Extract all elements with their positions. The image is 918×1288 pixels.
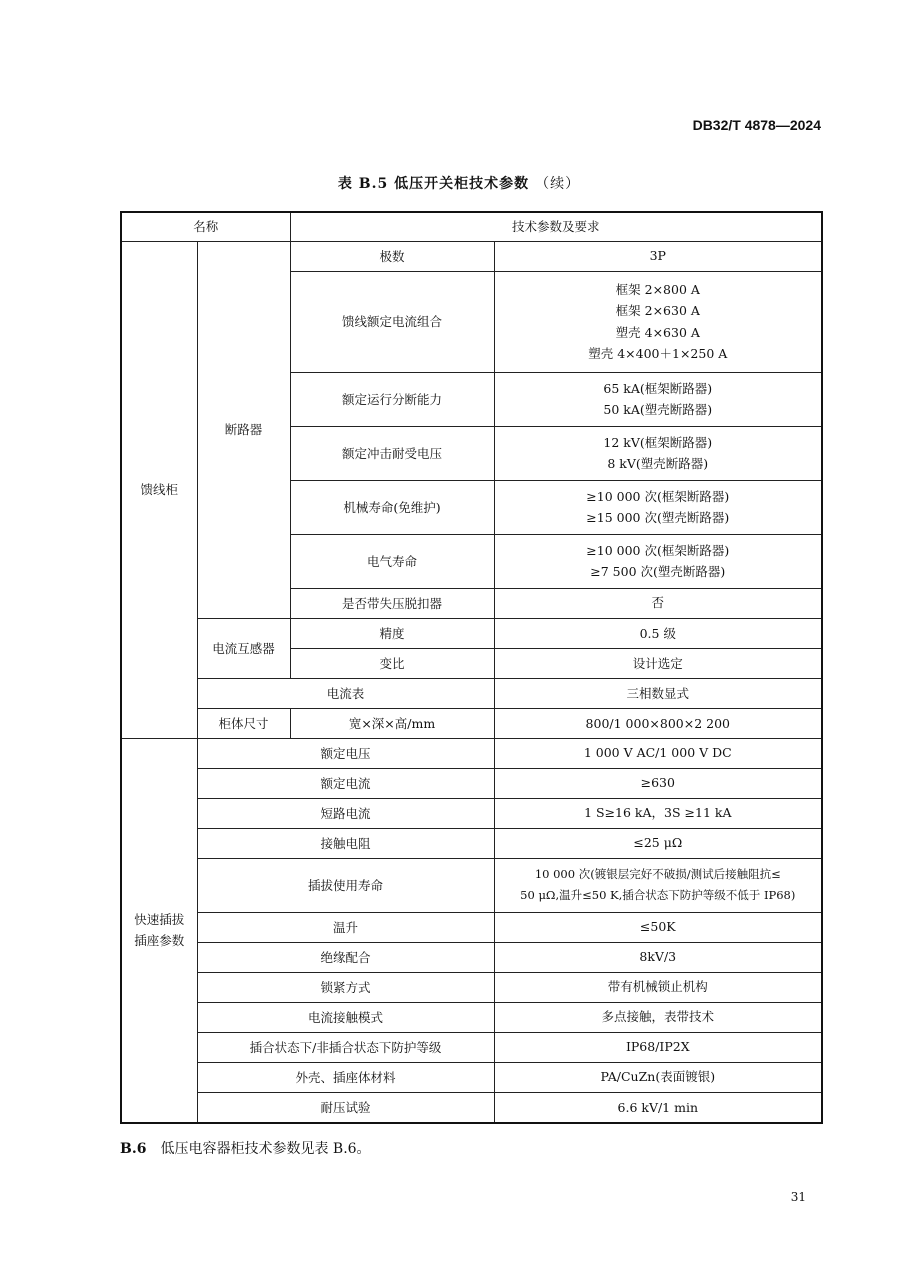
- size-value: 800/1 000×800×2 200: [494, 708, 822, 738]
- breaker-item: 电气寿命: [290, 534, 494, 588]
- value-line: 1 S≥16 kA，3S ≥11 kA: [584, 805, 732, 821]
- breaker-item: 额定运行分断能力: [290, 372, 494, 426]
- value-line: 1 000 V AC/1 000 V DC: [583, 745, 732, 761]
- socket-value: [494, 768, 822, 798]
- table-row: [121, 678, 822, 708]
- section-b6: [120, 1138, 371, 1158]
- header-name-cell: 名称: [121, 212, 290, 241]
- value-line: 带有机械锁止机构: [607, 979, 708, 995]
- socket-value: [494, 738, 822, 768]
- breaker-value: [494, 372, 822, 426]
- value-line: 多点接触，表带技术: [601, 1009, 715, 1025]
- value-line: 12 kV(框架断路器): [603, 434, 713, 450]
- breaker-item: 机械寿命(免维护): [290, 480, 494, 534]
- socket-value: [494, 1032, 822, 1062]
- size-item: 宽×深×高/mm: [290, 708, 494, 738]
- table-title: [0, 173, 918, 193]
- table-header-row: [121, 212, 822, 241]
- ct-label: 电流互感器: [197, 618, 290, 678]
- value-line: 塑壳 4×630 A: [615, 324, 700, 340]
- table-row: [121, 618, 822, 648]
- value-line: ≥10 000 次(框架断路器): [586, 542, 730, 558]
- size-label: 柜体尺寸: [197, 708, 290, 738]
- value-line: IP68/IP2X: [625, 1039, 690, 1055]
- value-line: 8kV/3: [639, 949, 677, 965]
- breaker-item: 额定冲击耐受电压: [290, 426, 494, 480]
- socket-item: 接触电阻: [197, 828, 494, 858]
- value-line: 3P: [649, 248, 666, 264]
- table-title-text: 表 B.5 低压开关柜技术参数: [337, 176, 530, 192]
- value-line: ≥10 000 次(框架断路器): [586, 488, 730, 504]
- value-line: 10 000 次(镀银层完好不破损/测试后接触阻抗≤: [534, 866, 781, 881]
- feeder-cabinet-label: 馈线柜: [121, 241, 197, 738]
- breaker-value: [494, 241, 822, 271]
- table-continued-label: （续）: [535, 176, 581, 192]
- socket-item: 外壳、插座体材料: [197, 1062, 494, 1092]
- socket-value: [494, 972, 822, 1002]
- table-row: [121, 912, 822, 942]
- table-row: [121, 942, 822, 972]
- breaker-value: [494, 480, 822, 534]
- socket-item: 短路电流: [197, 798, 494, 828]
- socket-value: [494, 942, 822, 972]
- socket-item: 温升: [197, 912, 494, 942]
- breaker-value: [494, 588, 822, 618]
- table-row: [121, 1002, 822, 1032]
- value-line: 50 kA(塑壳断路器): [603, 402, 713, 417]
- socket-value: [494, 1092, 822, 1123]
- socket-item: 耐压试验: [197, 1092, 494, 1123]
- value-line: 塑壳 4×400＋1×250 A: [588, 346, 728, 361]
- breaker-value: [494, 271, 822, 372]
- socket-item: 锁紧方式: [197, 972, 494, 1002]
- socket-item: 电流接触模式: [197, 1002, 494, 1032]
- ammeter-value: 三相数显式: [494, 678, 822, 708]
- value-line: 框架 2×630 A: [615, 303, 700, 318]
- socket-value: [494, 1062, 822, 1092]
- table-row: [121, 1092, 822, 1123]
- value-line: 框架 2×800 A: [615, 281, 700, 297]
- value-line: 否: [651, 595, 665, 611]
- parameters-table: [120, 211, 823, 1124]
- socket-item: 插合状态下/非插合状态下防护等级: [197, 1032, 494, 1062]
- breaker-value: [494, 426, 822, 480]
- value-line: 50 μΩ,温升≤50 K,插合状态下防护等级不低于 IP68): [520, 888, 796, 902]
- value-line: ≥630: [640, 775, 675, 791]
- table-row: [121, 1062, 822, 1092]
- table-row: [121, 828, 822, 858]
- page-number: 31: [790, 1190, 806, 1204]
- ct-item: 精度: [290, 618, 494, 648]
- section-number: B.6: [120, 1141, 147, 1157]
- table-row: [121, 972, 822, 1002]
- socket-label-line: 插座参数: [134, 933, 185, 949]
- ct-value: 设计选定: [494, 648, 822, 678]
- breaker-value: [494, 534, 822, 588]
- value-line: ≥7 500 次(塑壳断路器): [590, 564, 726, 579]
- value-line: PA/CuZn(表面镀银): [600, 1069, 716, 1085]
- socket-item: 额定电流: [197, 768, 494, 798]
- socket-value: [494, 1002, 822, 1032]
- socket-item: 插拔使用寿命: [197, 858, 494, 912]
- socket-value: [494, 798, 822, 828]
- socket-item: 绝缘配合: [197, 942, 494, 972]
- table-row: [121, 738, 822, 768]
- breaker-label: 断路器: [197, 241, 290, 618]
- value-line: ≤25 μΩ: [633, 835, 683, 851]
- breaker-item: 是否带失压脱扣器: [290, 588, 494, 618]
- breaker-item: 馈线额定电流组合: [290, 271, 494, 372]
- socket-item: 额定电压: [197, 738, 494, 768]
- table-row: [121, 798, 822, 828]
- table-row: [121, 708, 822, 738]
- value-line: 65 kA(框架断路器): [603, 380, 713, 396]
- header-params-cell: 技术参数及要求: [290, 212, 822, 241]
- table-row: [121, 241, 822, 271]
- socket-params-label: [121, 738, 197, 1123]
- breaker-item: 极数: [290, 241, 494, 271]
- table-row: [121, 858, 822, 912]
- socket-value: [494, 828, 822, 858]
- table-row: [121, 1032, 822, 1062]
- value-line: 8 kV(塑壳断路器): [607, 456, 709, 471]
- socket-value: [494, 912, 822, 942]
- ammeter-item: 电流表: [197, 678, 494, 708]
- value-line: ≤50K: [639, 919, 676, 935]
- socket-label-line: 快速插拔: [134, 912, 185, 928]
- value-line: 6.6 kV/1 min: [617, 1099, 699, 1115]
- ct-value: 0.5 级: [494, 618, 822, 648]
- table-row: [121, 768, 822, 798]
- standard-code: DB32/T 4878—2024: [692, 117, 821, 133]
- value-line: ≥15 000 次(塑壳断路器): [586, 510, 730, 525]
- socket-value: [494, 858, 822, 912]
- section-text: 低压电容器柜技术参数见表 B.6。: [160, 1141, 371, 1157]
- ct-item: 变比: [290, 648, 494, 678]
